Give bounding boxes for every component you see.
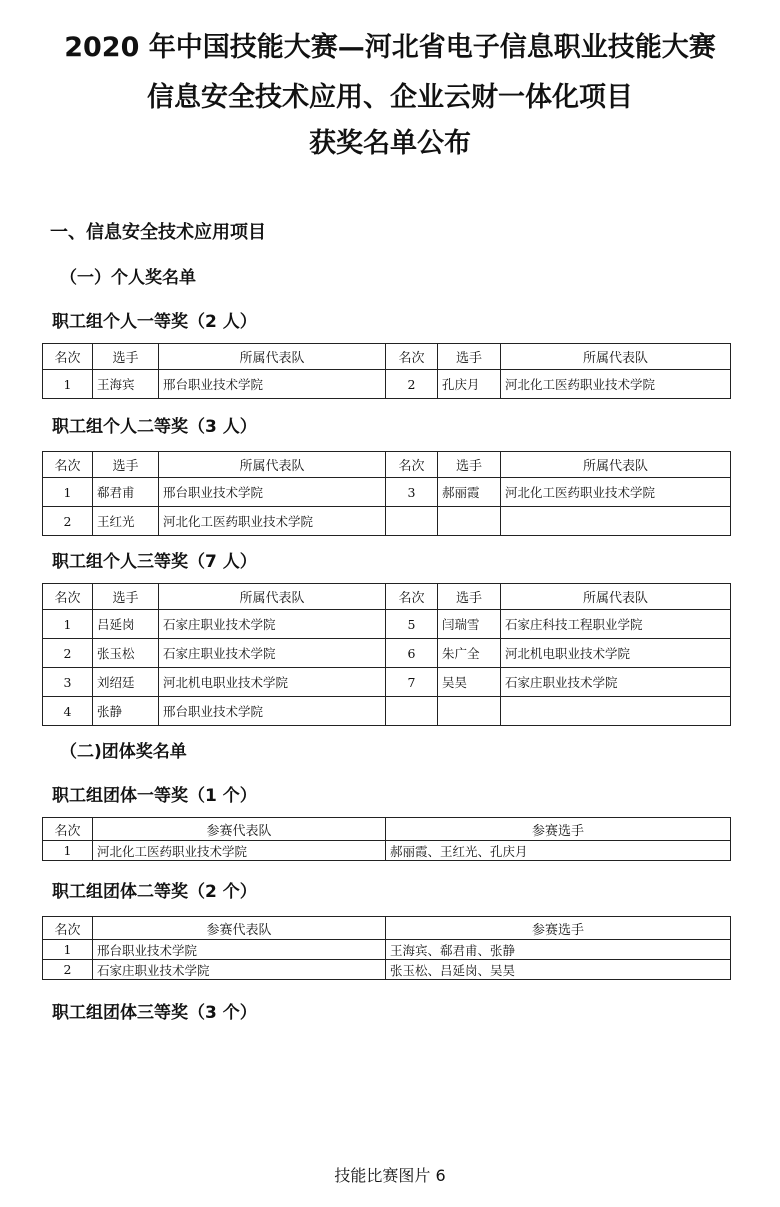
table-row (43, 610, 731, 639)
col-header: 名次 (43, 584, 93, 610)
player-cell: 王红光 (93, 507, 159, 536)
player-cell: 张静 (93, 697, 159, 726)
player-cell: 王海宾 (93, 370, 159, 399)
rank-cell: 1 (43, 940, 93, 960)
table-header-row (43, 344, 731, 370)
table-header-row (43, 452, 731, 478)
table-row (43, 507, 731, 536)
table-row (43, 960, 731, 980)
award-title-ind-1: 职工组个人一等奖（2 人） (52, 312, 257, 332)
rank-cell: 2 (43, 639, 93, 668)
table-ind-1 (42, 343, 731, 399)
player-cell: 郝丽霞 (438, 478, 501, 507)
col-header: 选手 (93, 344, 159, 370)
col-header: 名次 (43, 452, 93, 478)
players-cell: 郝丽霞、王红光、孔庆月 (386, 841, 731, 861)
team-cell: 河北化工医药职业技术学院 (501, 370, 731, 399)
table-ind-2 (42, 451, 731, 536)
col-header: 名次 (43, 917, 93, 940)
players-cell: 张玉松、吕延岗、吴昊 (386, 960, 731, 980)
table-row (43, 478, 731, 507)
col-header: 选手 (438, 452, 501, 478)
col-header: 参赛代表队 (93, 818, 386, 841)
table-team-1 (42, 817, 731, 861)
col-header: 所属代表队 (501, 584, 731, 610)
rank-cell: 6 (386, 639, 438, 668)
col-header: 所属代表队 (159, 452, 386, 478)
table-row (43, 639, 731, 668)
rank-cell: 1 (43, 610, 93, 639)
team-cell: 邢台职业技术学院 (93, 940, 386, 960)
team-cell: 邢台职业技术学院 (159, 478, 386, 507)
col-header: 名次 (386, 344, 438, 370)
col-header: 选手 (93, 584, 159, 610)
team-cell: 邢台职业技术学院 (159, 697, 386, 726)
player-cell: 刘绍廷 (93, 668, 159, 697)
rank-cell: 5 (386, 610, 438, 639)
team-cell: 河北化工医药职业技术学院 (93, 841, 386, 861)
rank-cell: 1 (43, 370, 93, 399)
rank-cell: 4 (43, 697, 93, 726)
col-header: 名次 (386, 584, 438, 610)
team-cell: 邢台职业技术学院 (159, 370, 386, 399)
col-header: 选手 (438, 344, 501, 370)
col-header: 参赛选手 (386, 818, 731, 841)
team-cell: 河北化工医药职业技术学院 (501, 478, 731, 507)
team-cell (501, 697, 731, 726)
table-team-2 (42, 916, 731, 980)
player-cell: 朱广全 (438, 639, 501, 668)
col-header: 选手 (93, 452, 159, 478)
team-cell: 石家庄职业技术学院 (93, 960, 386, 980)
team-cell: 石家庄职业技术学院 (159, 639, 386, 668)
rank-cell: 2 (386, 370, 438, 399)
col-header: 名次 (43, 344, 93, 370)
team-cell: 河北化工医药职业技术学院 (159, 507, 386, 536)
team-cell: 河北机电职业技术学院 (501, 639, 731, 668)
subsection-individual: （一）个人奖名单 (60, 268, 196, 288)
col-header: 参赛选手 (386, 917, 731, 940)
section-heading: 一、信息安全技术应用项目 (50, 222, 266, 243)
doc-title-line-3: 获奖名单公布 (309, 128, 471, 159)
player-cell: 闫瑞雪 (438, 610, 501, 639)
table-row (43, 668, 731, 697)
rank-cell (386, 507, 438, 536)
rank-cell: 1 (43, 478, 93, 507)
rank-cell: 1 (43, 841, 93, 861)
col-header: 参赛代表队 (93, 917, 386, 940)
table-header-row (43, 818, 731, 841)
player-cell: 孔庆月 (438, 370, 501, 399)
player-cell: 吴昊 (438, 668, 501, 697)
page-footer-caption: 技能比赛图片 6 (334, 1166, 446, 1185)
rank-cell: 3 (386, 478, 438, 507)
col-header: 选手 (438, 584, 501, 610)
award-title-team-2: 职工组团体二等奖（2 个） (52, 882, 257, 902)
team-cell: 石家庄科技工程职业学院 (501, 610, 731, 639)
col-header: 所属代表队 (159, 584, 386, 610)
col-header: 名次 (386, 452, 438, 478)
subsection-team: （二)团体奖名单 (60, 742, 187, 762)
table-row (43, 697, 731, 726)
col-header: 名次 (43, 818, 93, 841)
award-title-team-3: 职工组团体三等奖（3 个） (52, 1003, 257, 1023)
player-cell (438, 697, 501, 726)
table-ind-3 (42, 583, 731, 726)
table-row (43, 841, 731, 861)
rank-cell: 3 (43, 668, 93, 697)
players-cell: 王海宾、郗君甫、张静 (386, 940, 731, 960)
player-cell: 张玉松 (93, 639, 159, 668)
col-header: 所属代表队 (159, 344, 386, 370)
award-title-ind-2: 职工组个人二等奖（3 人） (52, 417, 257, 437)
rank-cell: 2 (43, 960, 93, 980)
player-cell (438, 507, 501, 536)
award-title-team-1: 职工组团体一等奖（1 个） (52, 786, 257, 806)
rank-cell (386, 697, 438, 726)
player-cell: 吕延岗 (93, 610, 159, 639)
team-cell: 石家庄职业技术学院 (501, 668, 731, 697)
rank-cell: 2 (43, 507, 93, 536)
rank-cell: 7 (386, 668, 438, 697)
col-header: 所属代表队 (501, 452, 731, 478)
col-header: 所属代表队 (501, 344, 731, 370)
table-row (43, 940, 731, 960)
team-cell: 河北机电职业技术学院 (159, 668, 386, 697)
table-header-row (43, 584, 731, 610)
doc-title-line-1: 2020 年中国技能大赛—河北省电子信息职业技能大赛 (64, 32, 716, 63)
doc-title-line-2: 信息安全技术应用、企业云财一体化项目 (147, 82, 633, 113)
table-header-row (43, 917, 731, 940)
player-cell: 郗君甫 (93, 478, 159, 507)
award-title-ind-3: 职工组个人三等奖（7 人） (52, 552, 257, 572)
table-row (43, 370, 731, 399)
team-cell: 石家庄职业技术学院 (159, 610, 386, 639)
team-cell (501, 507, 731, 536)
